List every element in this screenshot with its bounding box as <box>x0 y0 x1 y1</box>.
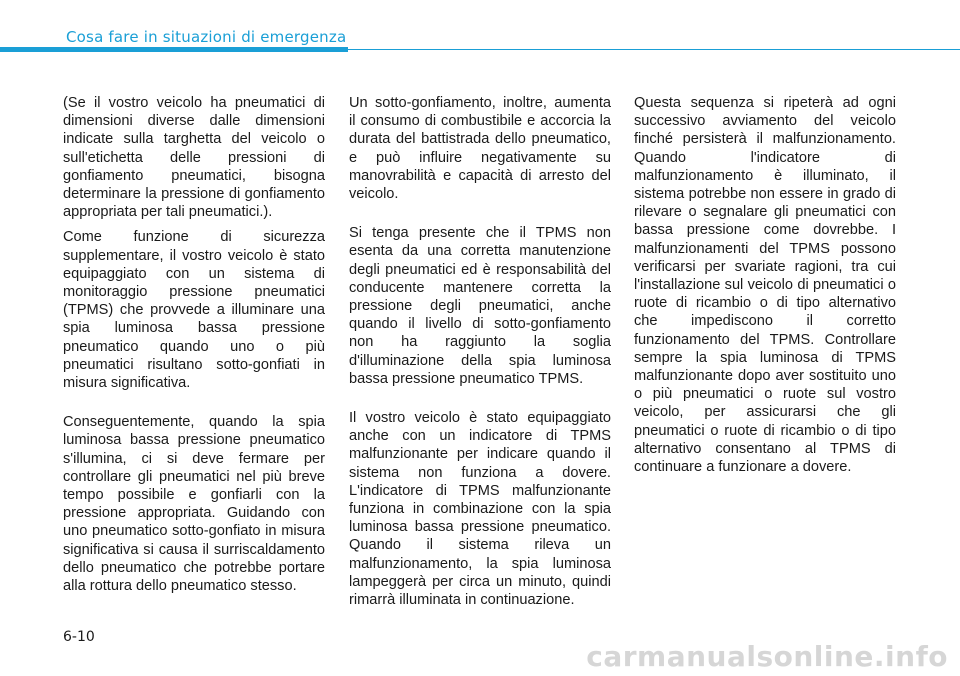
section-title: Cosa fare in situazioni di emergenza <box>66 28 347 46</box>
paragraph: Come funzione di sicurezza supplementare, il vostro veicolo è stato equipaggiato con un sistema di monitoraggio pressione pneumatici (TPMS) che provvede a illuminare una spia luminosa bassa pressione pneumatico quando uno o più pneumatici risultano sotto-gonfiati in misura significativa. <box>63 229 325 392</box>
paragraph: Conseguentemente, quando la spia luminosa bassa pressione pneumatico s'illumina, ci si deve fermare per controllare gli pneumatici nel più breve tempo possibile e gonfiarli con la pressione appropriata. Guidando con uno pneumatico sotto-gonfiato in misura significativa si causa il surriscaldamento dello pneumatico che potrebbe portare alla rottura dello pneumatico stesso. <box>63 414 325 595</box>
header-rule <box>348 49 960 50</box>
page-number: 6-10 <box>63 629 95 645</box>
paragraph: Il vostro veicolo è stato equipaggiato anche con un indicatore di TPMS malfunzionante per indicare quando il sistema non funziona a dovere. L'indicatore di TPMS malfunzionante funziona in combinazione con la spia luminosa bassa pressione pneumatico. Quando il sistema rileva un malfunzionamento, la spia luminosa lampeggerà per circa un minuto, quindi rimarrà illuminata in continuazione. <box>349 410 611 609</box>
paragraph: Si tenga presente che il TPMS non esenta da una corretta manutenzione degli pneumatici ed è responsabilità del conducente mantenere corretta la pressione degli pneumatici, anche quando il livello di sotto-gonfiamento non ha raggiunto la soglia d'illuminazione della spia luminosa bassa pressione pneumatico TPMS. <box>349 225 611 387</box>
text-column-left <box>63 94 325 595</box>
paragraph: Questa sequenza si ripeterà ad ogni successivo avviamento del veicolo finché persisterà il malfunzionamento. Quando l'indicatore di malfunzionamento è illuminato, il sistema potrebbe non essere in grado di rilevare o segnalare gli pneumatici con bassa pressione come dovrebbe. I malfunzionamenti del TPMS possono verificarsi per svariate ragioni, tra cui l'installazione sul veicolo di pneumatici o ruote di ricambio o di tipo alternativo che impediscono il corretto funzionamento del TPMS. Controllare sempre la spia luminosa di TPMS malfunzionante dopo aver sostituito uno o più pneumatici o ruote sul vostro veicolo, per assicurarsi che gli pneumatici o ruote di ricambio o di tipo alternativo consentano al TPMS di continuare a funzionare a dovere. <box>634 95 896 476</box>
header-accent-bar <box>0 47 348 52</box>
paragraph: (Se il vostro veicolo ha pneumatici di dimensioni diverse dalle dimensioni indicate sulla targhetta del veicolo o sull'etichetta delle pressioni di gonfiamento pneumatici, bisogna determinare la pressione di gonfiamento appropriata per tali pneumatici.). <box>63 95 325 221</box>
text-column-middle <box>349 94 611 609</box>
paragraph: Un sotto-gonfiamento, inoltre, aumenta il consumo di combustibile e accorcia la durata del battistrada dello pneumatico, e può influire negativamente su manovrabilità e capacità di arresto del veicolo. <box>349 95 611 203</box>
watermark: carmanualsonline.info <box>586 640 948 673</box>
text-column-right <box>634 94 896 476</box>
